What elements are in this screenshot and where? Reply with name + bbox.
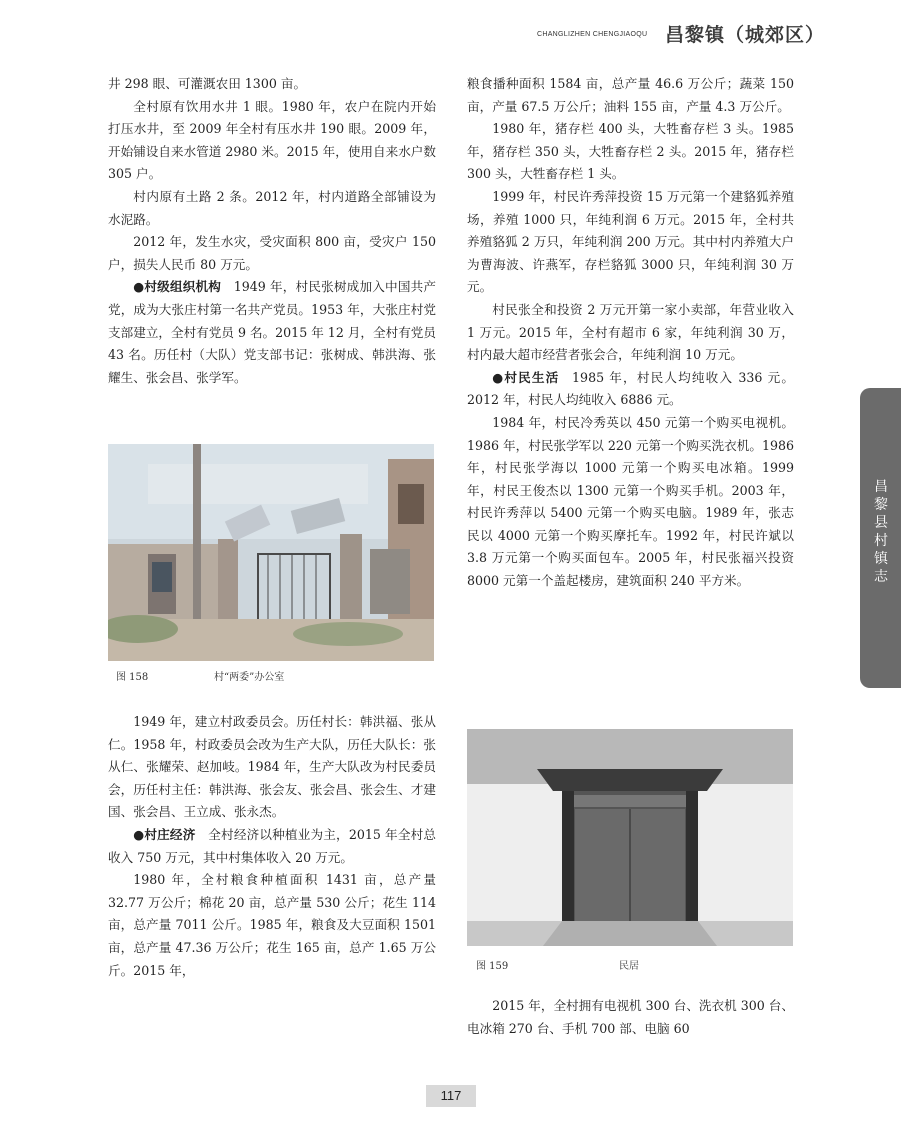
paragraph [108, 276, 436, 389]
figure-158-caption: 村“两委”办公室 [214, 672, 285, 683]
paragraph: 1980 年，全村粮食种植面积 1431 亩，总产量 32.77 万公斤；棉花 20 亩，总产量 530 公斤；花生 114 亩，总产量 7011 公斤。1985 年，粮食及大豆面积 1501 亩，总产量 47.36 万公斤；花生 165 亩，总产 1.65 万公斤。2015 年， [108, 872, 436, 978]
paragraph-text: 1949 年，村民张树成加入中国共产党，成为大张庄村第一名共产党员。1953 年，大张庄村党支部建立，全村有党员 9 名。2015 年 12 月，全村有党员 43 名。历任村（大队）党支部书记：张树成、韩洪海、张耀生、张会昌、张学军。 [108, 279, 436, 385]
running-header-title: 昌黎镇（城郊区） [665, 24, 826, 46]
photo-residence [467, 729, 793, 946]
paragraph: 井 298 眼、可灌溉农田 1300 亩。 [108, 76, 307, 91]
photo-residence-image [467, 729, 793, 946]
paragraph: 村民张全和投资 2 万元开第一家小卖部，年营业收入 1 万元。2015 年，全村有超市 6 家，年纯利润 30 万，村内最大超市经营者张会合，年纯利润 10 万元。 [467, 301, 794, 363]
paragraph: 1980 年，猪存栏 400 头，大牲畜存栏 3 头。1985 年，猪存栏 350 头，大牲畜存栏 2 头。2015 年，猪存栏 300 头，大牲畜存栏 1 头。 [467, 121, 794, 182]
figure-158-number: 图 158 [116, 672, 149, 683]
photo-village-office [108, 444, 434, 661]
paragraph [108, 824, 436, 869]
right-column-top [467, 73, 794, 593]
right-column-bottom [467, 995, 794, 1040]
page-number: 117 [426, 1085, 476, 1107]
paragraph-text: 全村经济以种植业为主，2015 年全村总收入 750 万元，其中村集体收入 20 万元。 [108, 826, 436, 865]
figure-159-caption: 民居 [619, 961, 639, 972]
paragraph-text: 1985 年，村民人均纯收入 336 元。2012 年，村民人均纯收入 6886 元。 [467, 369, 794, 408]
paragraph: 全村原有饮用水井 1 眼。1980 年，农户在院内开始打压水井，至 2009 年全村有压水井 190 眼。2009 年，开始铺设自来水管道 2980 米。2015 年，使用自来水户数 305 户。 [108, 98, 436, 182]
paragraph: 1949 年，建立村政委员会。历任村长：韩洪福、张从仁。1958 年，村政委员会改为生产大队，历任大队长：张从仁、张耀荣、赵加岐。1984 年，生产大队改为村民委员会，历任村主任：韩洪海、张会友、张会昌、张会生、才建国、张会昌、王立成、张永杰。 [108, 714, 436, 820]
paragraph: 1999 年，村民许秀萍投资 15 万元第一个建貉狐养殖场，养殖 1000 只，年纯利润 6 万元。2015 年，全村共养殖貉狐 2 万只，年纯利润 200 万元。其中村内养殖大户为曹海波、许燕军，存栏貉狐 3000 只，年纯利润 30 万元。 [467, 188, 794, 295]
figure-159-number: 图 159 [476, 961, 509, 972]
section-heading-org: ●村级组织机构 [133, 279, 222, 295]
section-heading-econ: ●村庄经济 [133, 826, 196, 842]
left-column-top [108, 73, 436, 389]
paragraph: 2015 年，全村拥有电视机 300 台、洗衣机 300 台、电冰箱 270 台、手机 700 部、电脑 60 [467, 998, 794, 1036]
left-column-bottom [108, 711, 436, 982]
photo-village-office-image [108, 444, 434, 661]
paragraph: 村内原有土路 2 条。2012 年，村内道路全部铺设为水泥路。 [108, 188, 436, 227]
paragraph: 粮食播种面积 1584 亩，总产量 46.6 万公斤；蔬菜 150 亩，产量 67.5 万公斤；油料 155 亩，产量 4.3 万公斤。 [467, 76, 794, 114]
section-heading-life: ●村民生活 [492, 369, 560, 385]
paragraph [467, 367, 794, 412]
running-header-roman: CHANGLIZHEN CHENGJIAOQU [537, 31, 648, 38]
paragraph: 1984 年，村民冷秀英以 450 元第一个购买电视机。1986 年，村民张学军以 220 元第一个购买洗衣机。1986 年，村民张学海以 1000 元第一个购买电冰箱。1999 年，村民王俊杰以 1300 元第一个购买手机。2003 年，村民许秀萍以 5400 元第一个购买电脑。1989 年，张志民以 4000 元第一个购买摩托车。1992 年，村民许斌以 3.8 万元第一个购买面包车。2005 年，村民张福兴投资 8000 元第一个盖起楼房，建筑面积 240 平方米。 [467, 414, 794, 589]
paragraph: 2012 年，发生水灾，受灾面积 800 亩，受灾户 150 户，损失人民币 80 万元。 [108, 234, 436, 272]
side-tab-label: 昌黎县村镇志 [874, 479, 888, 585]
